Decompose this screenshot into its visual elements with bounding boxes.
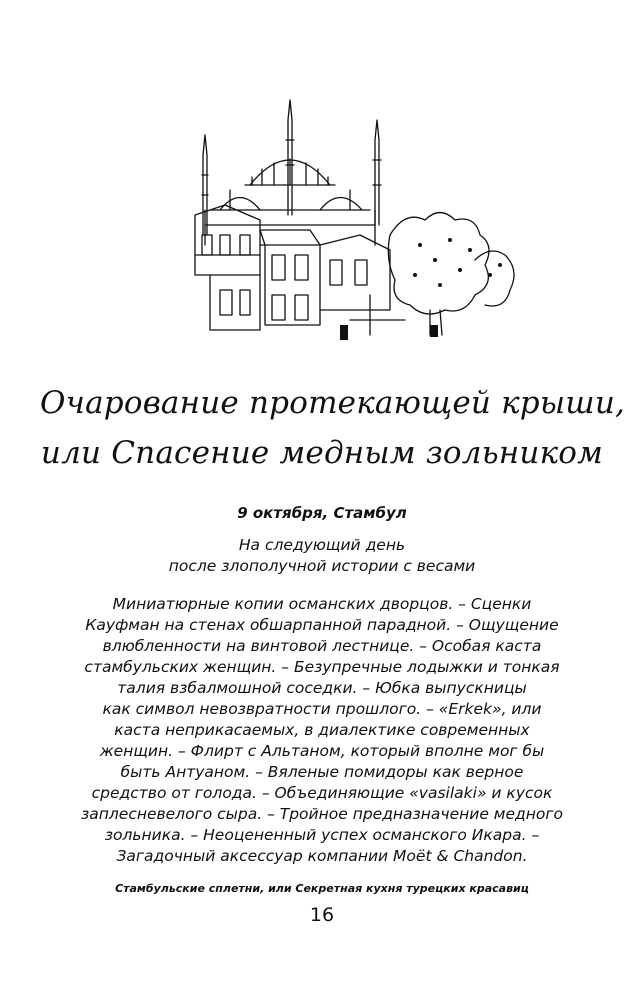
summary-line: Загадочный аксессуар компании Moët & Chandon. bbox=[116, 847, 528, 865]
summary-line: влюбленности на винтовой лестнице. – Особая каста bbox=[102, 637, 542, 655]
subtitle-line: На следующий день bbox=[238, 536, 406, 554]
summary-line: зольника. – Неоцененный успех османского Икара. – bbox=[104, 826, 540, 844]
chapter-title-line: Очарование протекающей крыши, bbox=[40, 385, 626, 421]
chapter-subtitle bbox=[40, 535, 604, 577]
page-number: 16 bbox=[309, 904, 335, 926]
chapter-dateline: 9 октября, Стамбул bbox=[237, 504, 407, 522]
chapter-summary bbox=[40, 594, 604, 867]
chapter-title-line: или Спасение медным зольником bbox=[40, 435, 604, 471]
summary-line: Миниатюрные копии османских дворцов. – Сценки bbox=[112, 595, 532, 613]
subtitle-line: после злополучной истории с весами bbox=[168, 557, 476, 575]
summary-line: стамбульских женщин. – Безупречные лодыжки и тонкая bbox=[84, 658, 560, 676]
chapter-title bbox=[40, 378, 626, 478]
summary-line: как символ невозвратности прошлого. – «Erkek», или bbox=[102, 700, 542, 718]
summary-line: быть Антуаном. – Вяленые помидоры как верное bbox=[120, 763, 524, 781]
summary-line: средство от голода. – Объединяющие «vasilaki» и кусок bbox=[91, 784, 553, 802]
summary-line: заплесневелого сыра. – Тройное предназначение медного bbox=[81, 805, 563, 823]
running-title: Стамбульские сплетни, или Секретная кухня турецких красавиц bbox=[115, 882, 529, 895]
summary-line: женщин. – Флирт с Альтаном, который вполне мог бы bbox=[99, 742, 545, 760]
summary-line: каста неприкасаемых, в диалектике современных bbox=[114, 721, 530, 739]
summary-line: талия взбалмошной соседки. – Юбка выпускницы bbox=[117, 679, 527, 697]
istanbul-skyline-sketch-icon bbox=[190, 95, 520, 345]
summary-line: Кауфман на стенах обшарпанной парадной. – Ощущение bbox=[85, 616, 559, 634]
